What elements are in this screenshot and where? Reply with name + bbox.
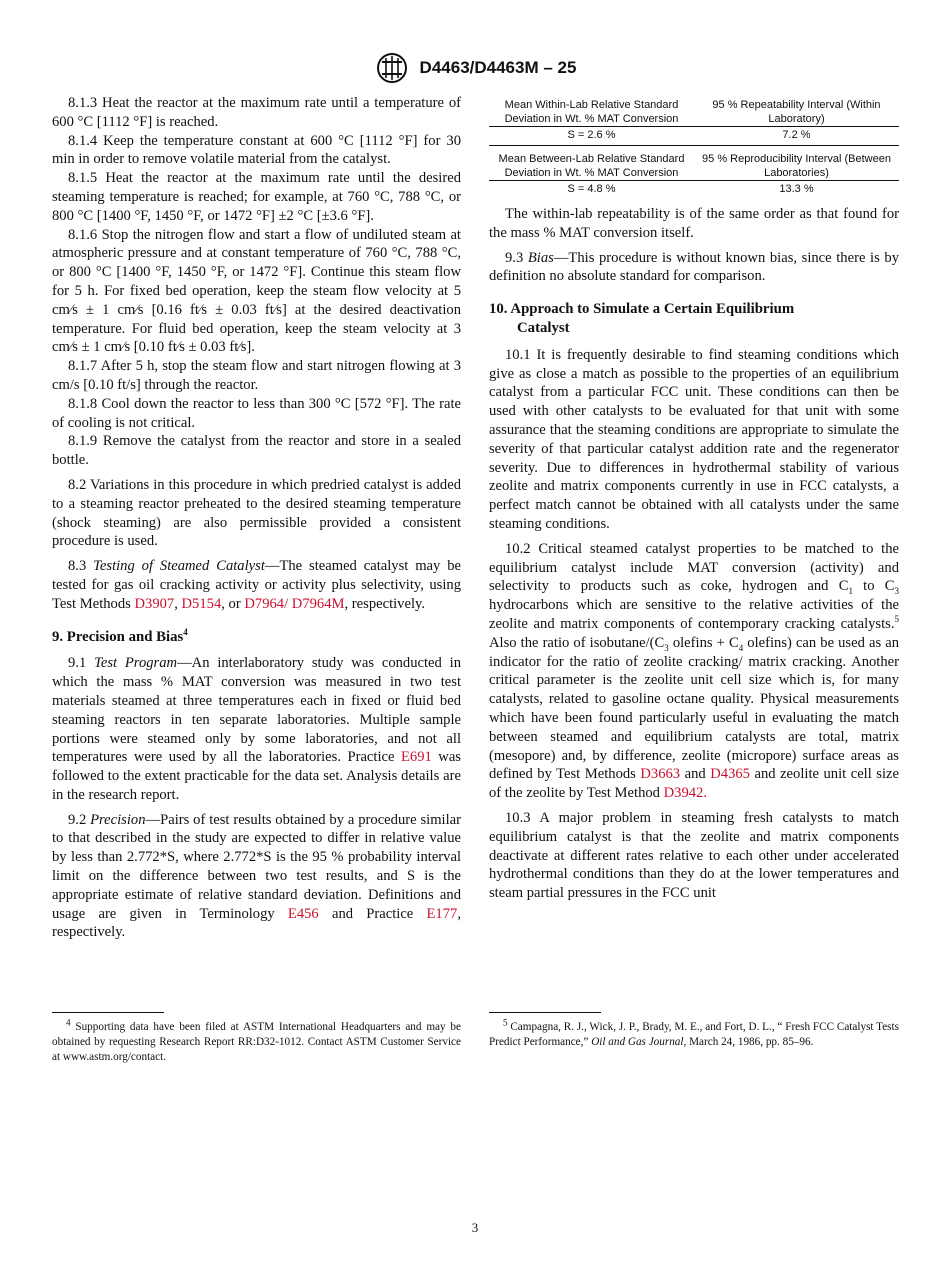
para-10-1: 10.1 It is frequently desirable to find steaming conditions which give as close a match as possible to the properties of an equilibrium catalyst from a particular FCC unit. These conditions can then be used with other catalysts to be evaluated for that unit with some assurance that the steaming conditions are appropriate to simulate the severity of that particular catalyst addition rate and the regenerator severity. Due to differences in hydrothermal stability of various zeolite and matrix components currently in use in FCC catalysts, a perfect match cannot be obtained with all catalysts under the same steaming conditions.	[489, 346, 899, 532]
para-9-2: 9.2 Precision—Pairs of test results obtained by a procedure similar to that described in the study are expected to differ in relative value by less than 2.772*S, where 2.772*S is the 95 % probability interval limit on the difference between two test results, and S is the appropriate estimate of relative standard deviation. Definitions and usage are given in Terminology E456 and Practice E177, respectively.	[52, 811, 461, 941]
link-e177[interactable]: E177	[426, 905, 458, 922]
para-8-1-3: 8.1.3 Heat the reactor at the maximum rate until a temperature of 600 °C [1112 °F] is reached.	[52, 95, 461, 130]
table-header-cell: 95 % Repeatability Interval (Within Laboratory)	[712, 99, 881, 125]
table-row	[489, 127, 899, 145]
table-header-row	[489, 145, 899, 181]
page-number: 3	[471, 1220, 479, 1235]
table-cell: 7.2 %	[782, 129, 811, 141]
para-8-1-5: 8.1.5 Heat the reactor at the maximum rate until the desired steaming temperature is reached; for example, at 760 °C, 788 °C, or 800 °C [1400 °F, 1450 °F, or 1472 °F] ±2 °C [±3.6 °F].	[52, 170, 461, 224]
section-9-heading: 9. Precision and Bias$^4$	[52, 626, 188, 645]
table-header-cell: Mean Between-Lab Relative Standard Deviation in Wt. % MAT Conversion	[498, 153, 685, 179]
link-d5154[interactable]: D5154	[181, 595, 222, 612]
para-8-1-6: 8.1.6 Stop the nitrogen flow and start a flow of undiluted steam at atmospheric pressure and at constant temperature of 760 °C, 788 °C, or 800 °C [1400 °F, 1450 °F, or 1472 °F]. Continue this steam flow for 5 h. For fixed bed operation, keep the steam flow velocity at 5 cm⁄s ± 1 cm⁄s [0.16 ft⁄s ± 0.03 ft⁄s] at the desired deactivation temperature. For fluid bed operation, keep the steam velocity at 3 cm⁄s ± 1 cm⁄s [0.10 ft⁄s ± 0.03 ft⁄s].	[52, 226, 461, 356]
astm-logo-icon	[374, 52, 410, 84]
para-10-3: 10.3 A major problem in steaming fresh catalysts to match equilibrium catalyst is that the zeolite and matrix components deactivate at different rates relative to each other under accelerated hydrothermal conditions than they do at the lower temperatures and steam partial pressures in the FCC unit	[489, 809, 899, 902]
table-cell: S = 4.8 %	[567, 183, 616, 195]
table-header-row	[489, 94, 899, 127]
link-d4365[interactable]: D4365	[710, 766, 750, 783]
link-d3907[interactable]: D3907	[134, 595, 175, 612]
footnote-ref-5[interactable]: 5	[894, 614, 899, 625]
footnote-divider	[52, 1012, 164, 1013]
footnote-5: $^5$ Campagna, R. J., Wick, J. P., Brady, M. E., and Fort, D. L., “ Fresh FCC Catalyst Tests Predict Performance,” Oil and Gas Journal, March 24, 1986, pp. 85–96.	[489, 1017, 899, 1048]
link-d3663[interactable]: D3663	[640, 766, 681, 783]
footnote-4: $^4$ Supporting data have been filed at ASTM International Headquarters and may be obtained by requesting Research Report RR:D32-1012. Contact ASTM Customer Service at www.astm.org/contact.	[52, 1017, 461, 1063]
para-8-1-4: 8.1.4 Keep the temperature constant at 600 °C [1112 °F] for 30 min in order to remove volatile material from the catalyst.	[52, 132, 461, 168]
left-column	[52, 94, 461, 948]
table-cell: S = 2.6 %	[567, 129, 616, 141]
link-e456[interactable]: E456	[287, 905, 319, 922]
para-8-2: 8.2 Variations in this procedure in which predried catalyst is added to a steaming reactor preheated to the desired steaming temperature (shock steaming) are also permissible provided a consistent procedure is used.	[52, 476, 461, 550]
table-header-cell: 95 % Reproducibility Interval (Between Laboratories)	[702, 153, 891, 179]
para-8-3: 8.3 Testing of Steamed Catalyst—The steamed catalyst may be tested for gas oil cracking activity or activity plus selectivity, using Test Methods D3907, D5154, or D7964/ D7964M, respectively.	[52, 558, 461, 612]
link-d3942[interactable]: D3942.	[663, 785, 707, 802]
para-within-lab: The within-lab repeatability is of the same order as that found for the mass % MAT conversion itself.	[489, 206, 899, 241]
right-column	[489, 94, 899, 909]
page-header	[0, 52, 950, 84]
precision-table	[489, 94, 899, 199]
para-8-1-7: 8.1.7 After 5 h, stop the steam flow and start nitrogen flowing at 3 cm/s [0.10 ft/s] through the reactor.	[52, 358, 461, 393]
table-row	[489, 181, 899, 199]
table-cell: 13.3 %	[779, 183, 814, 195]
para-8-1-8: 8.1.8 Cool down the reactor to less than 300 °C [572 °F]. The rate of cooling is not critical.	[52, 395, 461, 431]
para-9-1: 9.1 Test Program—An interlaboratory study was conducted in which the mass % MAT conversion was measured in two test materials steamed at three temperatures each in fixed or fluid bed steaming reactors in ten separate laboratories. Multiple sample portions were steamed only by some laboratories, and not all temperatures were used by all the laboratories. Practice E691 was followed to the extent practicable for the data set. Analysis details are in the research report.	[52, 655, 461, 803]
footnote-ref-4[interactable]: 4	[183, 626, 188, 637]
para-10-2: 10.2 Critical steamed catalyst properties to be matched to the equilibrium catalyst include MAT conversion (activity) and selectivity to products such as coke, hydrogen and $C_1$ to $C_3$ hydrocarbons which are sensitive to the relative activities of the zeolite and matrix components of contemporary cracking catalysts.$^5$ Also the ratio of isobutane/($C_3$ olefins + $C_4$ olefins) can be used as an indicator for the ratio of zeolite cracking/ matrix cracking. Another critical parameter is the zeolite unit cell size which is, for many catalysts, related to gasoline octane quality. Physical measurements which have been found particularly useful in evaluating the match between steamed and equilibrium catalysts are total, matrix (mesopore) and, by difference, zeolite (micropore) surface areas as defined by Test Methods D3663 and D4365 and zeolite unit cell size of the zeolite by Test Method D3942.	[489, 540, 899, 802]
para-8-1-9: 8.1.9 Remove the catalyst from the reactor and store in a sealed bottle.	[52, 433, 461, 469]
footnote-divider	[489, 1012, 601, 1013]
para-9-3: 9.3 Bias—This procedure is without known bias, since there is by definition no absolute standard for comparison.	[489, 249, 899, 285]
document-designation: D4463/D4463M – 25	[419, 58, 577, 77]
link-e691[interactable]: E691	[400, 749, 432, 766]
link-d7964[interactable]: D7964/ D7964M	[244, 595, 345, 612]
table-header-cell: Mean Within-Lab Relative Standard Deviation in Wt. % MAT Conversion	[504, 99, 679, 125]
section-10-heading: 10. Approach to Simulate a Certain Equilibrium Catalyst	[489, 301, 795, 336]
